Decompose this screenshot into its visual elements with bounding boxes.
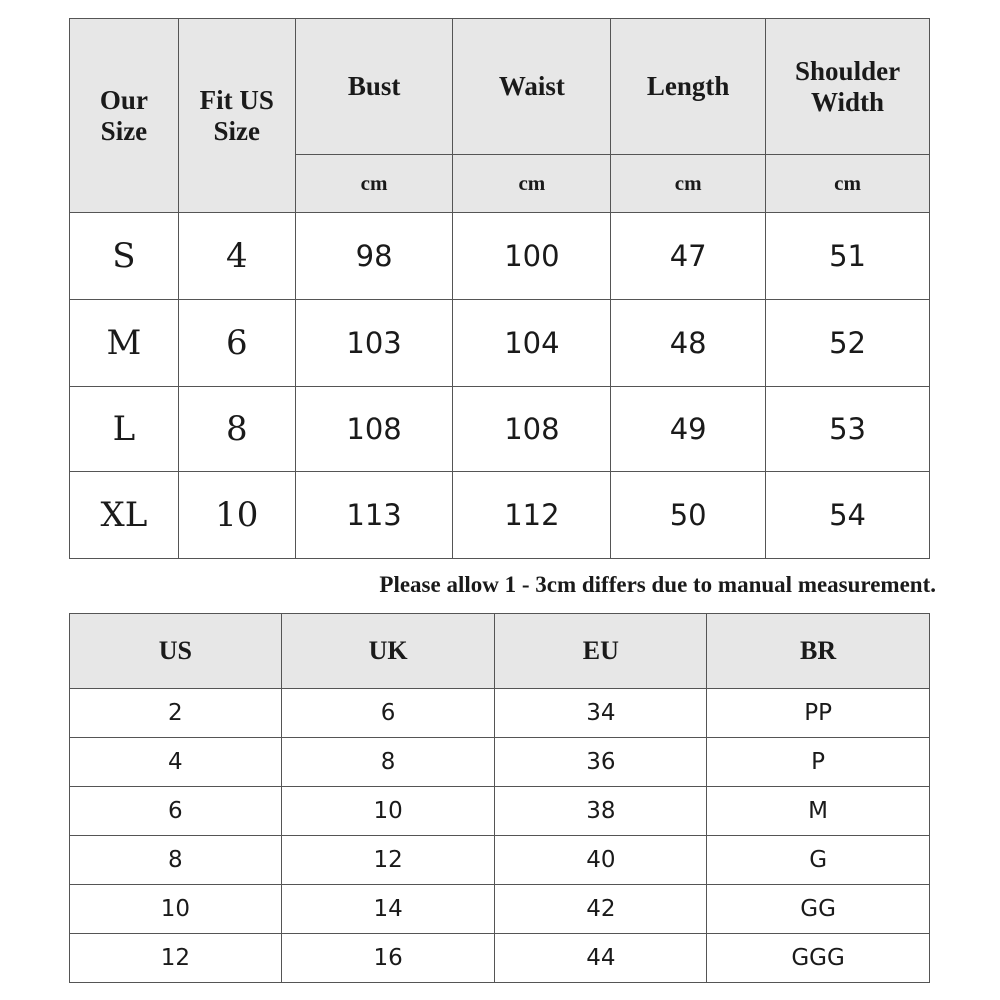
cell-us: 8 [70, 836, 282, 885]
cell-uk: 10 [281, 787, 495, 836]
cell-length: 47 [611, 213, 766, 300]
table-row [70, 738, 930, 787]
unit-waist: cm [453, 155, 611, 213]
header-fit-us-line2: Size [213, 115, 261, 146]
cell-br: GGG [707, 934, 930, 983]
cell-size: S [70, 213, 179, 300]
cell-waist: 100 [453, 213, 611, 300]
cell-shoulder: 54 [766, 472, 930, 559]
table-row [70, 387, 930, 472]
measurement-note: Please allow 1 - 3cm differs due to manual measurement. [379, 572, 936, 597]
cell-eu: 42 [495, 885, 707, 934]
header-bust: Bust [295, 19, 453, 155]
table-row [70, 689, 930, 738]
header-us: US [70, 614, 282, 689]
size-chart-table [69, 18, 930, 559]
header-length: Length [611, 19, 766, 155]
header-our-size-line2: Size [100, 115, 148, 146]
cell-bust: 108 [295, 387, 453, 472]
cell-eu: 44 [495, 934, 707, 983]
cell-waist: 104 [453, 300, 611, 387]
cell-waist: 112 [453, 472, 611, 559]
cell-bust: 98 [295, 213, 453, 300]
cell-eu: 34 [495, 689, 707, 738]
cell-size: L [70, 387, 179, 472]
header-uk: UK [281, 614, 495, 689]
cell-length: 50 [611, 472, 766, 559]
cell-br: GG [707, 885, 930, 934]
table-row [70, 836, 930, 885]
table-row [70, 472, 930, 559]
conversion-header-row [70, 614, 930, 689]
cell-shoulder: 51 [766, 213, 930, 300]
header-eu: EU [495, 614, 707, 689]
cell-uk: 14 [281, 885, 495, 934]
cell-us: 4 [178, 213, 295, 300]
cell-us: 6 [70, 787, 282, 836]
cell-shoulder: 52 [766, 300, 930, 387]
cell-bust: 113 [295, 472, 453, 559]
cell-br: PP [707, 689, 930, 738]
cell-size: M [70, 300, 179, 387]
cell-eu: 40 [495, 836, 707, 885]
cell-us: 4 [70, 738, 282, 787]
header-shoulder-line2: Width [811, 86, 885, 117]
header-fit-us-size [178, 19, 295, 213]
cell-length: 48 [611, 300, 766, 387]
header-fit-us-line1: Fit US [199, 85, 274, 116]
cell-eu: 38 [495, 787, 707, 836]
table-row [70, 934, 930, 983]
cell-us: 6 [178, 300, 295, 387]
cell-length: 49 [611, 387, 766, 472]
cell-br: G [707, 836, 930, 885]
cell-us: 10 [70, 885, 282, 934]
header-our-size-line1: Our [99, 85, 148, 116]
cell-us: 2 [70, 689, 282, 738]
header-shoulder-line1: Shoulder [795, 56, 901, 87]
cell-us: 10 [178, 472, 295, 559]
unit-bust: cm [295, 155, 453, 213]
cell-eu: 36 [495, 738, 707, 787]
header-our-size [70, 19, 179, 213]
cell-uk: 8 [281, 738, 495, 787]
unit-length: cm [611, 155, 766, 213]
table-row [70, 300, 930, 387]
cell-size: XL [70, 472, 179, 559]
size-conversion-table [69, 613, 930, 983]
header-shoulder-width [766, 19, 930, 155]
cell-uk: 16 [281, 934, 495, 983]
header-br: BR [707, 614, 930, 689]
cell-uk: 12 [281, 836, 495, 885]
cell-waist: 108 [453, 387, 611, 472]
table-row [70, 885, 930, 934]
cell-br: M [707, 787, 930, 836]
cell-uk: 6 [281, 689, 495, 738]
cell-us: 8 [178, 387, 295, 472]
cell-br: P [707, 738, 930, 787]
unit-shoulder: cm [766, 155, 930, 213]
table-row [70, 787, 930, 836]
table-row [70, 213, 930, 300]
cell-us: 12 [70, 934, 282, 983]
cell-shoulder: 53 [766, 387, 930, 472]
cell-bust: 103 [295, 300, 453, 387]
header-waist: Waist [453, 19, 611, 155]
